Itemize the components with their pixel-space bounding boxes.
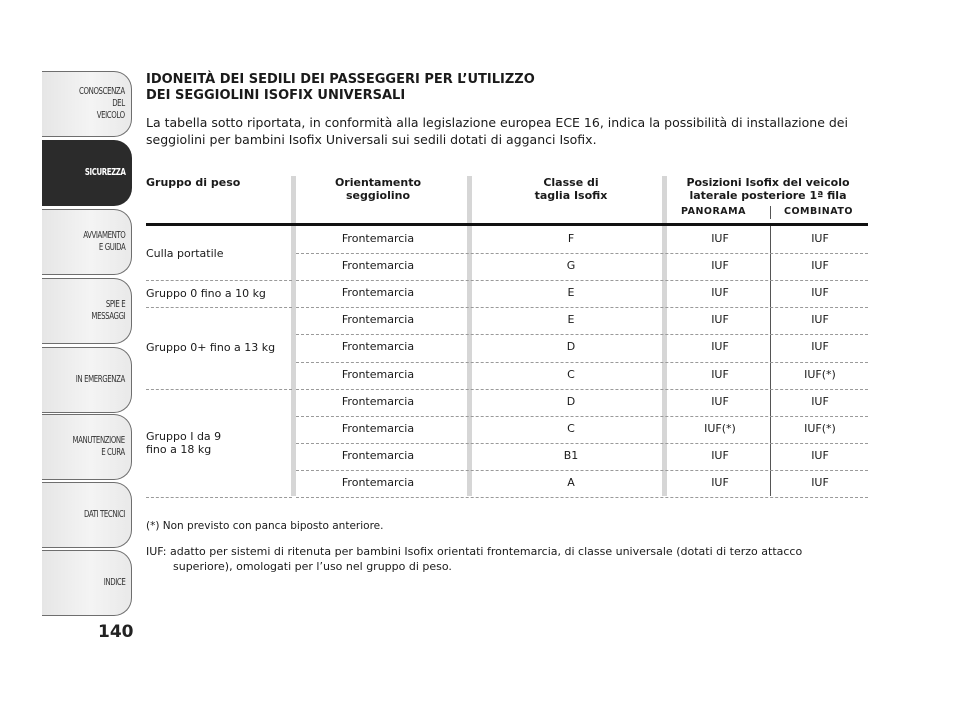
cell-combinato: IUF [811,259,829,273]
cell-combinato: IUF [811,286,829,300]
footnote-iuf [146,544,866,574]
cell-combinato: IUF [811,232,829,245]
cell-class: E [567,286,575,300]
cell-class: A [567,475,575,489]
cell-panorama: IUF [711,394,729,408]
group-separator [146,280,292,281]
tab-label: DATI TECNICI [84,509,125,520]
tab-indice[interactable] [42,550,132,616]
weight-group-label: Gruppo 0 fino a 10 kg [146,287,266,301]
weight-group-label: Culla portatile [146,246,224,260]
cell-panorama: IUF [711,448,729,462]
cell-combinato: IUF [811,394,829,408]
cell-class: C [567,367,575,381]
group-separator [146,497,292,498]
tab-manutenzione-e-cura[interactable] [42,414,132,480]
tab-label: IN EMERGENZA [75,374,125,385]
page-number: 140 [98,622,134,642]
header-panorama: PANORAMA [681,206,746,217]
tab-label: SICUREZZA [84,167,125,178]
cell-orientation: Frontemarcia [341,286,415,300]
cell-panorama: IUF [711,232,729,245]
section-title [146,72,846,104]
header-positions-line1: Posizioni Isofix del veicolo [686,176,850,189]
weight-group-label: Gruppo 0+ fino a 13 kg [146,341,276,355]
row-separator [296,443,868,444]
cell-panorama: IUF [711,367,729,381]
header-rule [146,223,868,226]
cell-class: B1 [563,448,579,462]
footnote-asterisk: (*) Non previsto con panca biposto anteriore. [146,520,384,532]
cell-panorama: IUF [711,259,729,273]
intro-paragraph: La tabella sotto riportata, in conformità alla legislazione europea ECE 16, indica la possibilità di installazione dei seggiolini per bambini Isofix Universali sui sedili dotati di agganci Isofix. [146,115,848,147]
header-positions [668,176,868,202]
row-separator [296,470,868,471]
header-combinato: COMBINATO [784,206,853,217]
cell-class: D [566,340,576,354]
header-orientation-line2: seggiolino [345,189,410,202]
tab-label: AVVIAMENTO E GUIDA [82,230,125,253]
cell-panorama: IUF [711,340,729,354]
cell-class: D [566,394,576,408]
section-title-line2: DEI SEGGIOLINI ISOFIX UNIVERSALI [146,88,406,103]
cell-orientation: Frontemarcia [341,475,415,489]
group-separator [146,389,292,390]
row-separator [296,334,868,335]
row-separator [296,416,868,417]
header-orientation [298,176,458,202]
cell-panorama: IUF(*) [704,421,736,435]
cell-class: F [567,232,575,245]
cell-combinato: IUF(*) [804,367,836,381]
footnote-iuf-line1: IUF: adatto per sistemi di ritenuta per bambini Isofix orientati frontemarcia, di classe universale (dotati di terzo attacco [146,545,803,558]
row-separator [296,280,868,281]
cell-class: E [567,313,575,327]
header-positions-line2: laterale posteriore 1ª fila [689,189,847,202]
cell-panorama: IUF [711,313,729,327]
cell-combinato: IUF [811,313,829,327]
cell-orientation: Frontemarcia [341,448,415,462]
weight-group-label: Gruppo I da 9 fino a 18 kg [146,429,222,456]
sub-header-divider [770,206,771,219]
tab-in-emergenza[interactable] [42,347,132,413]
tab-sicurezza[interactable] [42,140,132,206]
cell-panorama: IUF [711,475,729,489]
tab-label: SPIE E MESSAGGI [91,299,125,322]
group-separator [146,307,292,308]
tab-spie-e-messaggi[interactable] [42,278,132,344]
header-group: Gruppo di peso [146,176,241,189]
cell-panorama: IUF [711,286,729,300]
cell-class: G [566,259,576,273]
tab-avviamento-e-guida[interactable] [42,209,132,275]
cell-orientation: Frontemarcia [341,259,415,273]
header-class-line2: taglia Isofix [534,189,608,202]
row-separator [296,253,868,254]
cell-combinato: IUF [811,475,829,489]
cell-orientation: Frontemarcia [341,367,415,381]
cell-combinato: IUF [811,448,829,462]
row-separator [296,307,868,308]
tab-conoscenza-del-veicolo[interactable] [42,71,132,137]
tab-label: CONOSCENZA DEL VEICOLO [79,86,125,121]
tab-label: INDICE [103,577,125,588]
cell-orientation: Frontemarcia [341,313,415,327]
header-orientation-line1: Orientamento [334,176,422,189]
section-title-line1: IDONEITÀ DEI SEDILI DEI PASSEGGERI PER L’UTILIZZO [146,72,535,87]
row-separator [296,389,868,390]
header-class-line1: Classe di [543,176,599,189]
cell-orientation: Frontemarcia [341,232,415,245]
row-separator [296,362,868,363]
tab-dati-tecnici[interactable] [42,482,132,548]
cell-orientation: Frontemarcia [341,421,415,435]
header-class [486,176,656,202]
cell-combinato: IUF [811,340,829,354]
row-separator [296,497,868,498]
cell-class: C [567,421,575,435]
tab-label: MANUTENZIONE E CURA [72,435,125,458]
footnote-iuf-line2: superiore), omologati per l’uso nel gruppo di peso. [173,560,452,573]
cell-combinato: IUF(*) [804,421,836,435]
cell-orientation: Frontemarcia [341,394,415,408]
cell-orientation: Frontemarcia [341,340,415,354]
